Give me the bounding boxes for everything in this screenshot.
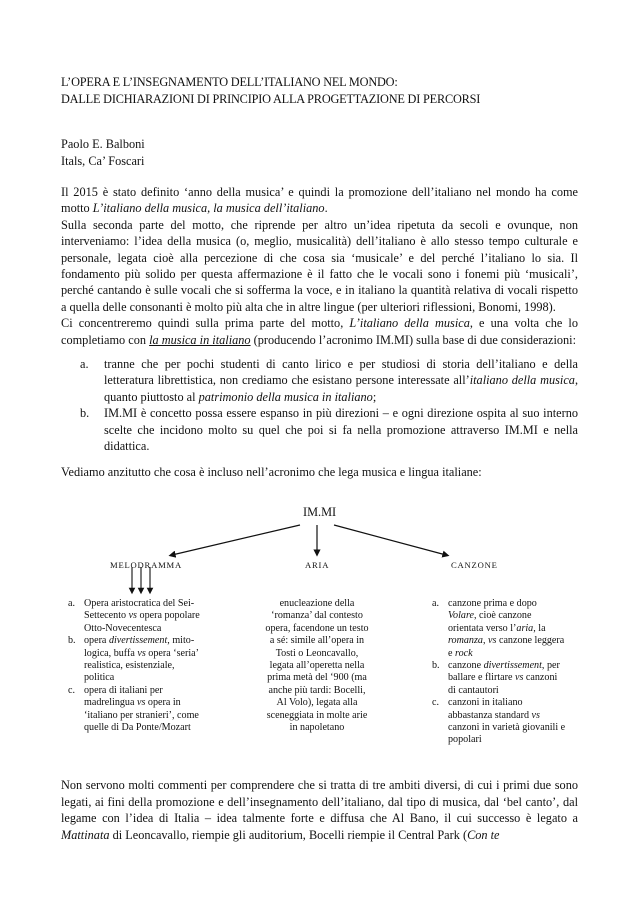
item-line-part: opera ‘seria’ — [145, 647, 200, 659]
considerations-list — [61, 356, 578, 454]
melodramma-item-c — [68, 684, 244, 735]
item-line-part: canzoni — [523, 672, 558, 684]
item-italic: romanza — [448, 635, 483, 647]
item-line-part: abbastanza standard — [448, 709, 532, 721]
aria-line: opera, facendone un testo — [265, 622, 369, 634]
item-line — [448, 710, 594, 722]
melodramma-item-a — [68, 598, 244, 635]
melodramma-item-b — [68, 635, 244, 685]
item-line-part: canzone leggera — [496, 635, 565, 647]
item-marker: b. — [432, 660, 440, 672]
aria-line: prima metà del ‘900 (ma — [267, 672, 367, 684]
paragraph-4: Vediamo anzitutto che cosa è incluso nell’acronimo che lega musica e lingua italiane: — [61, 464, 482, 479]
item-line: di cantautori — [448, 684, 499, 696]
item-line: canzone prima e dopo — [448, 598, 537, 609]
aria-line: ‘romanza’ dal contesto — [271, 610, 363, 622]
item-line-part: opera popolare — [137, 610, 200, 622]
list-marker: a. — [80, 357, 89, 372]
paragraph-2: Sulla seconda parte del motto, che riprende per altro un’idea ripetuta da secoli e ovunque, non interveniamo: l’idea della musica (o, meglio, musicalità) dell’italiano è allo stesso tempo culturale e personale, legata cioè alla percezione di che cosa sia ‘musicale’ e del perché l’italiano lo sia. Il fondamento più solido per questa affermazione è il fatto che le vocali sono i fonemi più ‘musicali’, perché cantando è sulle vocali che si sofferma la voce, e in italiano la quantità relativa di vocali rispetto a quella delle consonanti è molto più alta che in altre lingue (per ulteriori riflessioni, Bonomi, 1998). — [61, 217, 578, 314]
list-item-italic: italiano della musica — [469, 373, 575, 388]
author-name: Paolo E. Balboni — [61, 137, 145, 151]
author-affiliation: Itals, Ca’ Foscari — [61, 154, 145, 168]
item-italic: divertissement — [483, 660, 542, 672]
item-line-part: opera — [84, 635, 109, 647]
paper-title — [61, 74, 480, 108]
item-line — [448, 648, 594, 660]
list-item — [80, 356, 578, 405]
item-line: canzoni in varietà giovanili e — [448, 722, 566, 734]
body-text — [61, 184, 578, 480]
list-item-text: tranne che per pochi studenti di canto lirico e per studiosi di storia dell’italiano e della letteratura librettistica, non crediamo che esistano persone interessate all’ — [104, 357, 578, 388]
item-line-part: canzone — [448, 660, 484, 672]
closing-italic-conte: Con te — [467, 827, 500, 842]
item-line-part: , mito- — [167, 635, 195, 647]
closing-italic-mattinata: Mattinata — [61, 827, 110, 842]
author-block — [61, 136, 145, 170]
p3-text-a: Ci concentreremo quindi sulla prima parte del motto, — [61, 316, 350, 331]
item-line — [448, 660, 594, 672]
item-italic: rock — [455, 647, 473, 659]
vs-italic: vs — [514, 672, 524, 684]
list-item — [80, 405, 578, 454]
item-line — [84, 697, 244, 709]
p3-underlined: la musica in italiano — [149, 332, 251, 347]
item-line-part: madrelingua — [84, 697, 137, 709]
item-marker: c. — [432, 697, 440, 709]
item-line-part: orientata verso l’ — [448, 622, 517, 634]
p3-motto-italic: L’italiano della musica — [349, 316, 470, 331]
vs-italic: vs — [137, 647, 146, 659]
item-line-part: Settecento — [84, 610, 129, 622]
canzone-item-c — [432, 697, 594, 747]
title-line-2: DALLE DICHIARAZIONI DI PRINCIPIO ALLA PROGETTAZIONE DI PERCORSI — [61, 92, 481, 106]
list-item-italic: patrimonio della musica in italiano — [198, 389, 373, 404]
item-line: quelle di Da Ponte/Mozart — [84, 722, 191, 734]
canzone-list — [432, 598, 594, 747]
list-item-text: ; — [372, 389, 377, 404]
aria-line: Al Volo), legata alla — [276, 697, 358, 709]
item-line-part: , — [482, 635, 489, 647]
aria-line: a sé: simile all’opera in — [269, 635, 365, 647]
aria-line: in napoletano — [289, 722, 345, 734]
motto-italic: L’italiano della musica, la musica dell’italiano — [92, 201, 325, 216]
item-line — [448, 635, 594, 647]
branch-melodramma: MELODRAMMA — [110, 560, 182, 570]
paragraph-1 — [61, 184, 578, 217]
item-marker: c. — [68, 684, 76, 696]
aria-line: Tosti o Leoncavallo, — [275, 647, 359, 659]
aria-line: anche più tardi: Bocelli, — [268, 684, 366, 696]
item-line: Otto-Novecentesca — [84, 622, 162, 634]
title-line-1: L’OPERA E L’INSEGNAMENTO DELL’ITALIANO NEL MONDO: — [61, 75, 398, 89]
item-line — [84, 635, 244, 647]
vs-italic: vs — [531, 709, 540, 721]
closing-text: Non servono molti commenti per comprendere che si tratta di tre ambiti diversi, di cui i primi due sono legati, ai fini della promozione e dell’insegnamento dell’italiano, dal tipo di musica, dal ‘bel canto’, dal legame con l’idea di Italia – idea talmente forte e diffusa che Al Bano, il cui successo è legato a — [61, 778, 578, 826]
vs-italic: vs — [136, 697, 146, 709]
p3-text-c: (producendo l’acronimo IM.MI) sulla base di due considerazioni: — [250, 332, 576, 347]
item-italic: divertissement — [108, 635, 168, 647]
vs-italic: vs — [128, 610, 137, 622]
acronym-diagram — [0, 505, 638, 765]
diagram-root: IM.MI — [303, 505, 337, 519]
item-line-part: , per — [541, 660, 560, 672]
item-marker: a. — [68, 598, 76, 609]
diagram-arrows — [0, 505, 638, 595]
item-line-part: , la — [533, 622, 546, 634]
melodramma-list — [68, 598, 244, 734]
item-line-part: logica, buffa — [84, 647, 138, 659]
item-line: popolari — [448, 734, 482, 746]
canzone-item-a — [432, 598, 594, 660]
item-line: ‘italiano per stranieri’, come — [84, 709, 199, 721]
item-line: Opera aristocratica del Sei- — [84, 598, 195, 609]
branch-aria: ARIA — [305, 560, 330, 570]
list-item-text: , quanto piuttosto al — [104, 373, 579, 404]
item-line-part: ballare e flirtare — [448, 672, 515, 684]
item-marker: a. — [432, 598, 440, 609]
list-marker: b. — [80, 406, 90, 421]
vs-italic: vs — [488, 635, 497, 647]
item-italic: aria — [516, 622, 534, 634]
item-line — [448, 672, 594, 684]
item-line: canzoni in italiano — [448, 697, 523, 709]
item-line-part: , cioè canzone — [473, 610, 532, 622]
item-italic: Volare — [448, 610, 474, 622]
canzone-item-b — [432, 660, 594, 697]
closing-text-b: di Leoncavallo, riempie gli auditorium, Bocelli riempie il Central Park ( — [109, 827, 468, 842]
p1-end: . — [324, 201, 328, 216]
item-line — [84, 610, 244, 622]
closing-paragraph — [61, 777, 578, 843]
aria-description — [250, 598, 384, 734]
item-line: politica — [84, 672, 115, 684]
item-line-part: opera in — [145, 697, 181, 709]
branch-canzone: CANZONE — [451, 560, 498, 570]
paragraph-3 — [61, 315, 578, 348]
item-line: realistica, esistenziale, — [84, 660, 175, 672]
aria-line: legata all’operetta nella — [269, 660, 365, 672]
p1-text: Il 2015 è stato definito ‘anno della musica’ e quindi la promozione dell’italiano nel mondo ha come motto — [61, 185, 578, 216]
item-marker: b. — [68, 635, 76, 647]
item-line — [84, 648, 244, 660]
item-line — [448, 623, 594, 635]
aria-line: sceneggiata in molte arie — [266, 709, 368, 721]
aria-line: enucleazione della — [279, 598, 355, 609]
item-line: opera di italiani per — [84, 684, 163, 696]
arrow-canzone — [334, 525, 446, 555]
item-line-part: e — [448, 647, 456, 659]
item-line — [448, 610, 594, 622]
list-item-text: IM.MI è concetto possa essere espanso in più direzioni – e ogni direzione ospita al suo interno scelte che incidono molto su quel che poi si fa nella promozione attraverso IM.MI e nella didattica. — [104, 406, 578, 454]
p3-text-b: , e una volta che lo completiamo con — [61, 316, 578, 347]
arrow-melodramma — [172, 525, 300, 555]
